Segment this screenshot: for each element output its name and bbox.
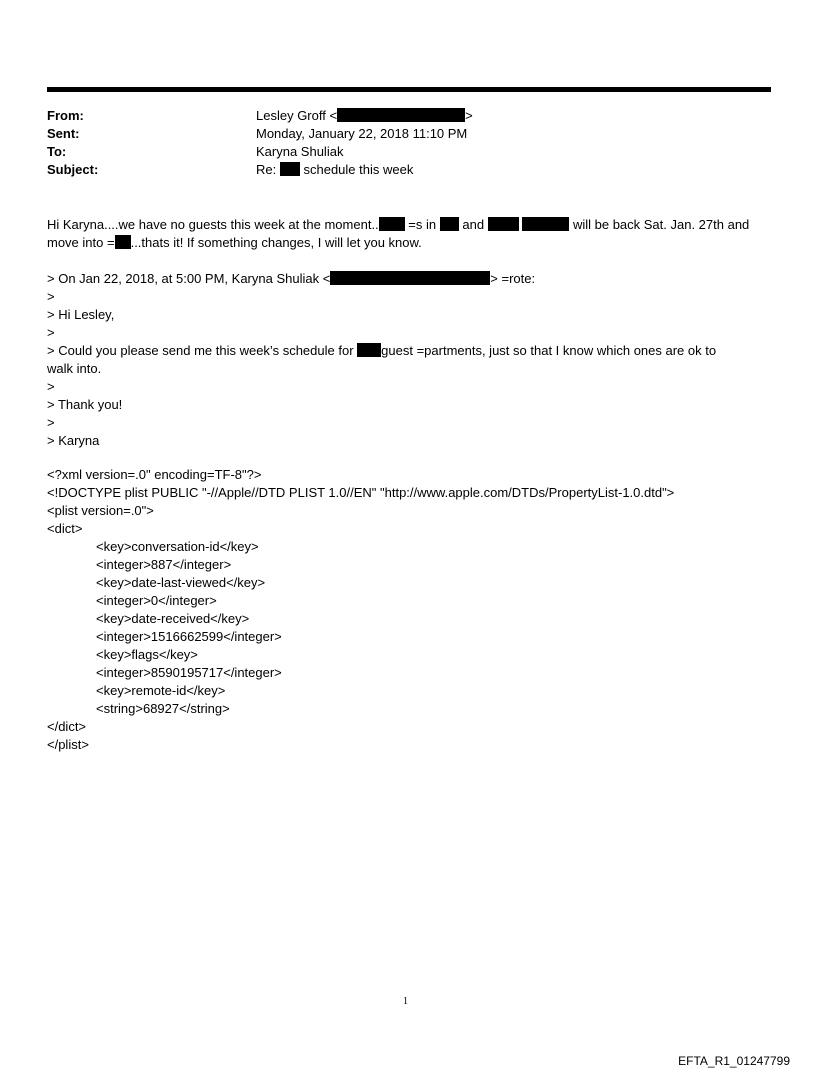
subject-rest: schedule this week (303, 162, 414, 177)
to-label: To: (47, 144, 67, 159)
bates-number: EFTA_R1_01247799 (678, 1054, 790, 1068)
from-name: Lesley Groff < (256, 108, 338, 123)
subject-prefix: Re: (256, 162, 277, 177)
top-rule (47, 87, 771, 92)
subject-label: Subject: (47, 162, 99, 177)
from-close: > (465, 108, 473, 123)
email-header (47, 107, 767, 183)
sent-label: Sent: (47, 126, 80, 141)
redaction-box (280, 162, 300, 176)
redaction-box (330, 271, 490, 285)
quoted-message: > On Jan 22, 2018, at 5:00 PM, Karyna Shuliak < > =rote: > > Hi Lesley, > > Could you please send me this week’s schedule for guest =partments, just so that I know which ones are ok to walk into. > > Thank you! > > Karyna (47, 271, 717, 448)
sent-value: Monday, January 22, 2018 11:10 PM (256, 126, 468, 141)
page-number: 1 (403, 996, 408, 1007)
redaction-box (357, 343, 381, 357)
redaction-box (440, 217, 459, 231)
plist-block: <?xml version=.0" encoding=TF-8"?> <!DOCTYPE plist PUBLIC "-//Apple//DTD PLIST 1.0//EN" "http://www.apple.com/DTDs/PropertyList-1.0.dtd"> <plist version=.0"> <dict> <key>conversation-id</key> <integer>887</integer> <key>date-last-viewed</key> <integer>0</integer> <key>date-received</key> <integer>1516662599</integer> <key>flags</key> <integer>8590195717</integer> <key>remote-id</key> <string>68927</string> </dict> </plist> (47, 467, 675, 752)
message-line-1: Hi Karyna....we have no guests this week at the moment.. =s in and will be back Sat. Jan. 27th and (47, 217, 750, 232)
from-label: From: (47, 108, 84, 123)
message-body (47, 216, 777, 252)
subject-value (256, 161, 413, 179)
redaction-box (115, 235, 131, 249)
redaction-box (337, 108, 465, 122)
redaction-box (522, 217, 569, 231)
from-value (256, 107, 473, 125)
to-value: Karyna Shuliak (256, 144, 344, 159)
redaction-box (488, 217, 519, 231)
message-line-2: move into = ...thats it! If something changes, I will let you know. (47, 235, 422, 250)
redaction-box (379, 217, 405, 231)
